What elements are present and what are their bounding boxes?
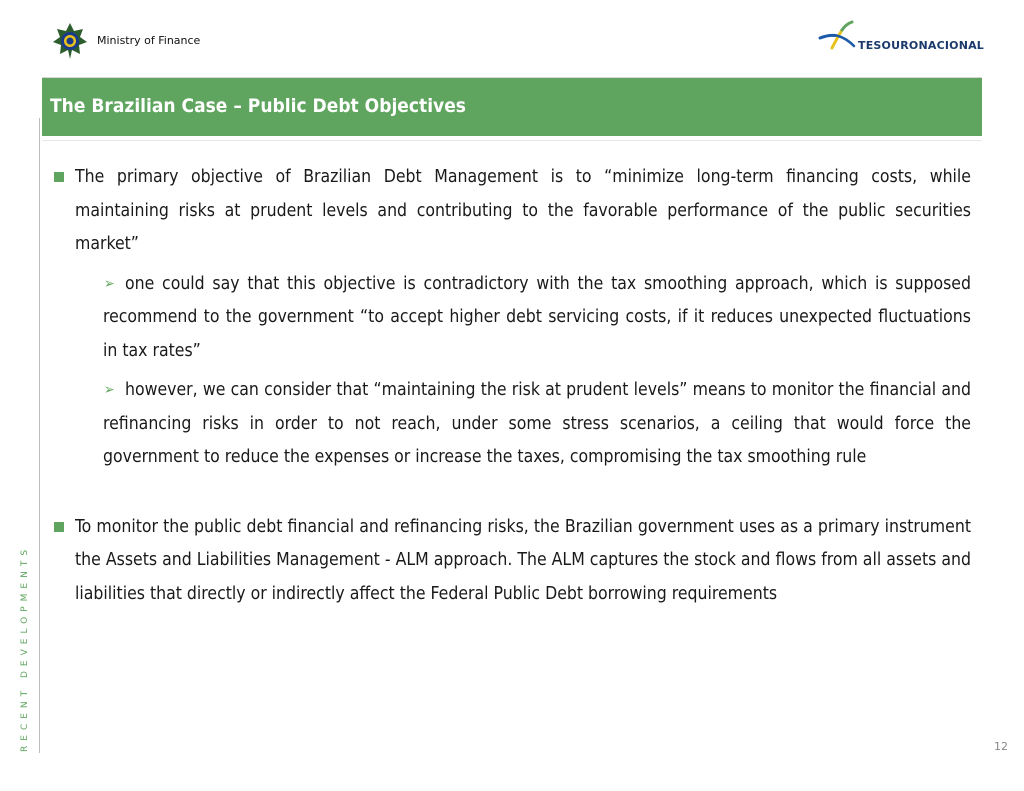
- bullet-text: To monitor the public debt financial and refinancing risks, the Brazilian government uses as a primary instrument the Assets and Liabilities Management - ALM approach. The ALM captures the stock and flows from all assets and liabilities that directly or indirectly affect the Federal Public Debt borrowing requirements: [75, 516, 971, 604]
- bullet-item: [54, 511, 971, 612]
- sub-bullet-text: one could say that this objective is contradictory with the tax smoothing approach, which is supposed recommend to the government “to accept higher debt servicing costs, if it reduces unexpected fluctuations in tax rates”: [103, 273, 971, 361]
- slide-title: The Brazilian Case – Public Debt Objectives: [50, 95, 466, 117]
- sub-bullet-text: however, we can consider that “maintaining the risk at prudent levels” means to monitor the financial and refinancing risks in order to not reach, under some stress scenarios, a ceiling that would force the government to reduce the expenses or increase the taxes, compromising the tax smoothing rule: [103, 380, 971, 467]
- left-divider: [39, 118, 40, 753]
- slide-content: [54, 161, 971, 611]
- sub-bullet-item: [54, 268, 971, 369]
- page-number: 12: [994, 740, 1008, 753]
- title-underline: [42, 140, 982, 141]
- side-section-label: RECENT DEVELOPMENTS: [20, 544, 30, 752]
- logo-part1: TESOURO: [858, 39, 919, 52]
- bullet-item: [54, 161, 971, 262]
- arrow-bullet-icon: ➢: [104, 275, 115, 292]
- square-bullet-icon: [54, 522, 64, 532]
- brazil-seal-icon: [52, 22, 88, 60]
- square-bullet-icon: [54, 172, 64, 182]
- bullet-text: The primary objective of Brazilian Debt Management is to “minimize long-term financing costs, while maintaining risks at prudent levels and contributing to the favorable performance of the public securities market”: [75, 167, 971, 254]
- arrow-bullet-icon: ➢: [104, 382, 115, 398]
- ministry-label: Ministry of Finance: [97, 34, 201, 47]
- tesouro-nacional-wordmark: [858, 38, 984, 52]
- sub-bullet-item: [54, 374, 971, 475]
- title-bar: [42, 78, 982, 136]
- logo-part2: NACIONAL: [918, 39, 985, 52]
